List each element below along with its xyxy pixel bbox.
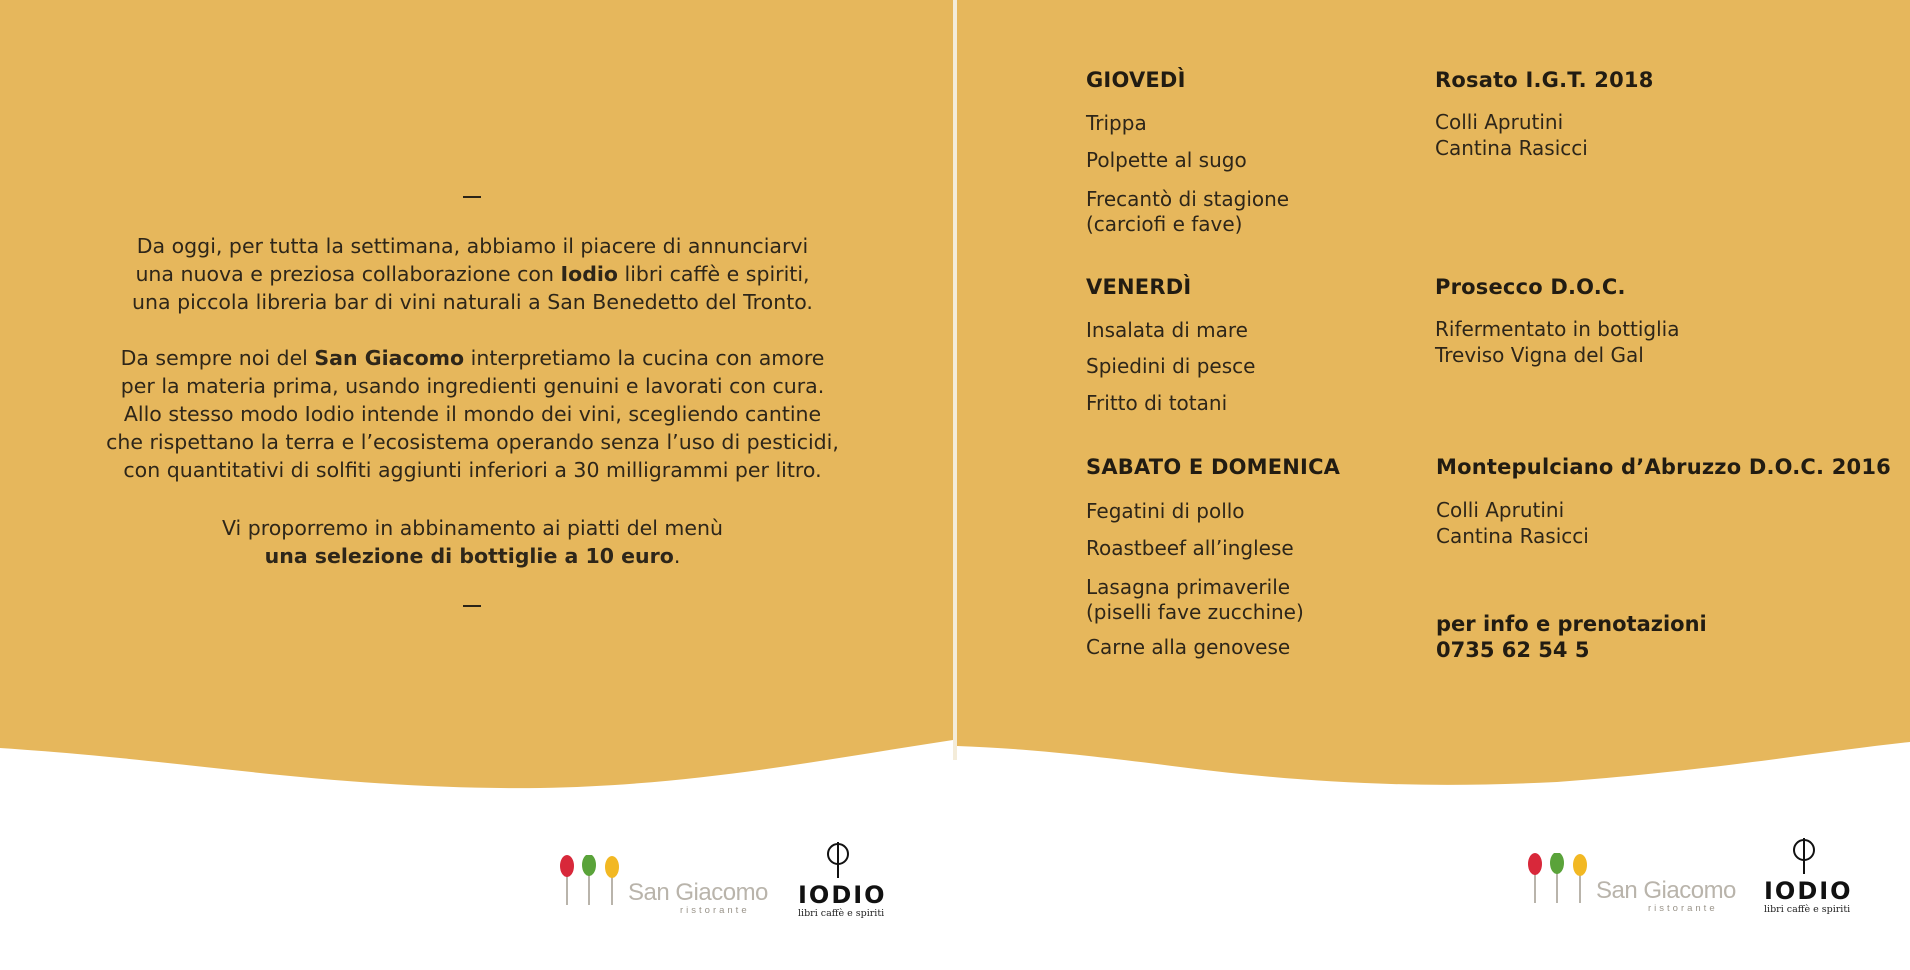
day-title-venerdi: VENERDÌ	[1086, 275, 1192, 299]
left-content	[0, 0, 953, 760]
iodio-logo	[798, 842, 887, 920]
day-title-giovedi: GIOVEDÌ	[1086, 68, 1186, 92]
san-giacomo-subtitle: ristorante	[1648, 903, 1718, 914]
right-content	[957, 0, 1910, 760]
left-panel	[0, 0, 953, 970]
wine-detail: Rifermentato in bottiglia	[1435, 317, 1680, 341]
iodio-symbol-icon	[824, 842, 852, 878]
offer-bold: una selezione di bottiglie a 10 euro	[264, 544, 674, 568]
philosophy-line-5: con quantitativi di solfiti aggiunti inferiori a 30 milligrammi per litro.	[123, 458, 822, 482]
intro-paragraph	[100, 232, 845, 316]
offer-line-2: una selezione di bottiglie a 10 euro.	[264, 544, 681, 568]
iodio-bold: Iodio	[560, 262, 618, 286]
iodio-subtitle: libri caffè e spiriti	[798, 908, 885, 919]
offer-paragraph	[100, 514, 845, 570]
iodio-name: IODIO	[798, 881, 887, 909]
san-giacomo-name: San Giacomo	[1596, 877, 1736, 904]
dish-item: Carne alla genovese	[1086, 635, 1291, 659]
wine-detail: Treviso Vigna del Gal	[1435, 343, 1644, 367]
wine-title: Prosecco D.O.C.	[1435, 275, 1626, 299]
contact-label: per info e prenotazioni	[1436, 612, 1707, 636]
day-title-sabato-domenica: SABATO E DOMENICA	[1086, 455, 1341, 479]
divider-dash-top	[463, 196, 481, 198]
wine-detail: Cantina Rasicci	[1436, 524, 1589, 548]
contact-phone: 0735 62 54 5	[1436, 638, 1590, 662]
offer-line-1: Vi proporremo in abbinamento ai piatti del menù	[221, 516, 723, 540]
intro-line-2: una nuova e preziosa collaborazione con Iodio libri caffè e spiriti,	[135, 262, 810, 286]
spoons-icon	[1523, 853, 1593, 905]
dish-item: Fritto di totani	[1086, 391, 1228, 415]
philosophy-line-3: Allo stesso modo Iodio intende il mondo dei vini, scegliendo cantine	[123, 402, 822, 426]
intro-line-3: una piccola libreria bar di vini naturali a San Benedetto del Tronto.	[132, 290, 813, 314]
wine-title: Montepulciano d’Abruzzo D.O.C. 2016	[1436, 455, 1891, 479]
san-giacomo-subtitle: ristorante	[680, 905, 750, 916]
san-giacomo-logo	[555, 855, 768, 916]
wine-detail: Cantina Rasicci	[1435, 136, 1588, 160]
san-giacomo-logo	[1523, 853, 1736, 914]
wine-detail: Colli Aprutini	[1435, 110, 1564, 134]
dish-item: Frecantò di stagione (carciofi e fave)	[1086, 187, 1290, 236]
iodio-symbol-icon	[1790, 838, 1818, 874]
dish-item: Polpette al sugo	[1086, 148, 1247, 172]
wine-title: Rosato I.G.T. 2018	[1435, 68, 1654, 92]
intro-line-1: Da oggi, per tutta la settimana, abbiamo il piacere di annunciarvi	[136, 234, 809, 258]
wine-detail: Colli Aprutini	[1436, 498, 1565, 522]
dish-item: Insalata di mare	[1086, 318, 1248, 342]
philosophy-line-1: Da sempre noi del San Giacomo interpretiamo la cucina con amore	[120, 346, 825, 370]
dish-item: Fegatini di pollo	[1086, 499, 1245, 523]
philosophy-line-2: per la materia prima, usando ingredienti genuini e lavorati con cura.	[120, 374, 825, 398]
dish-item: Lasagna primaverile (piselli fave zucchine)	[1086, 575, 1304, 624]
spoons-icon	[555, 855, 625, 907]
san-giacomo-bold: San Giacomo	[314, 346, 465, 370]
iodio-subtitle: libri caffè e spiriti	[1764, 904, 1851, 915]
dish-item: Roastbeef all’inglese	[1086, 536, 1294, 560]
philosophy-paragraph	[100, 344, 845, 484]
right-panel	[957, 0, 1910, 970]
iodio-logo	[1764, 838, 1853, 916]
iodio-name: IODIO	[1764, 877, 1853, 905]
san-giacomo-name: San Giacomo	[628, 879, 768, 906]
dish-item: Trippa	[1086, 111, 1147, 135]
divider-dash-bottom	[463, 605, 481, 607]
philosophy-line-4: che rispettano la terra e l’ecosistema operando senza l’uso di pesticidi,	[106, 430, 839, 454]
dish-item: Spiedini di pesce	[1086, 354, 1256, 378]
